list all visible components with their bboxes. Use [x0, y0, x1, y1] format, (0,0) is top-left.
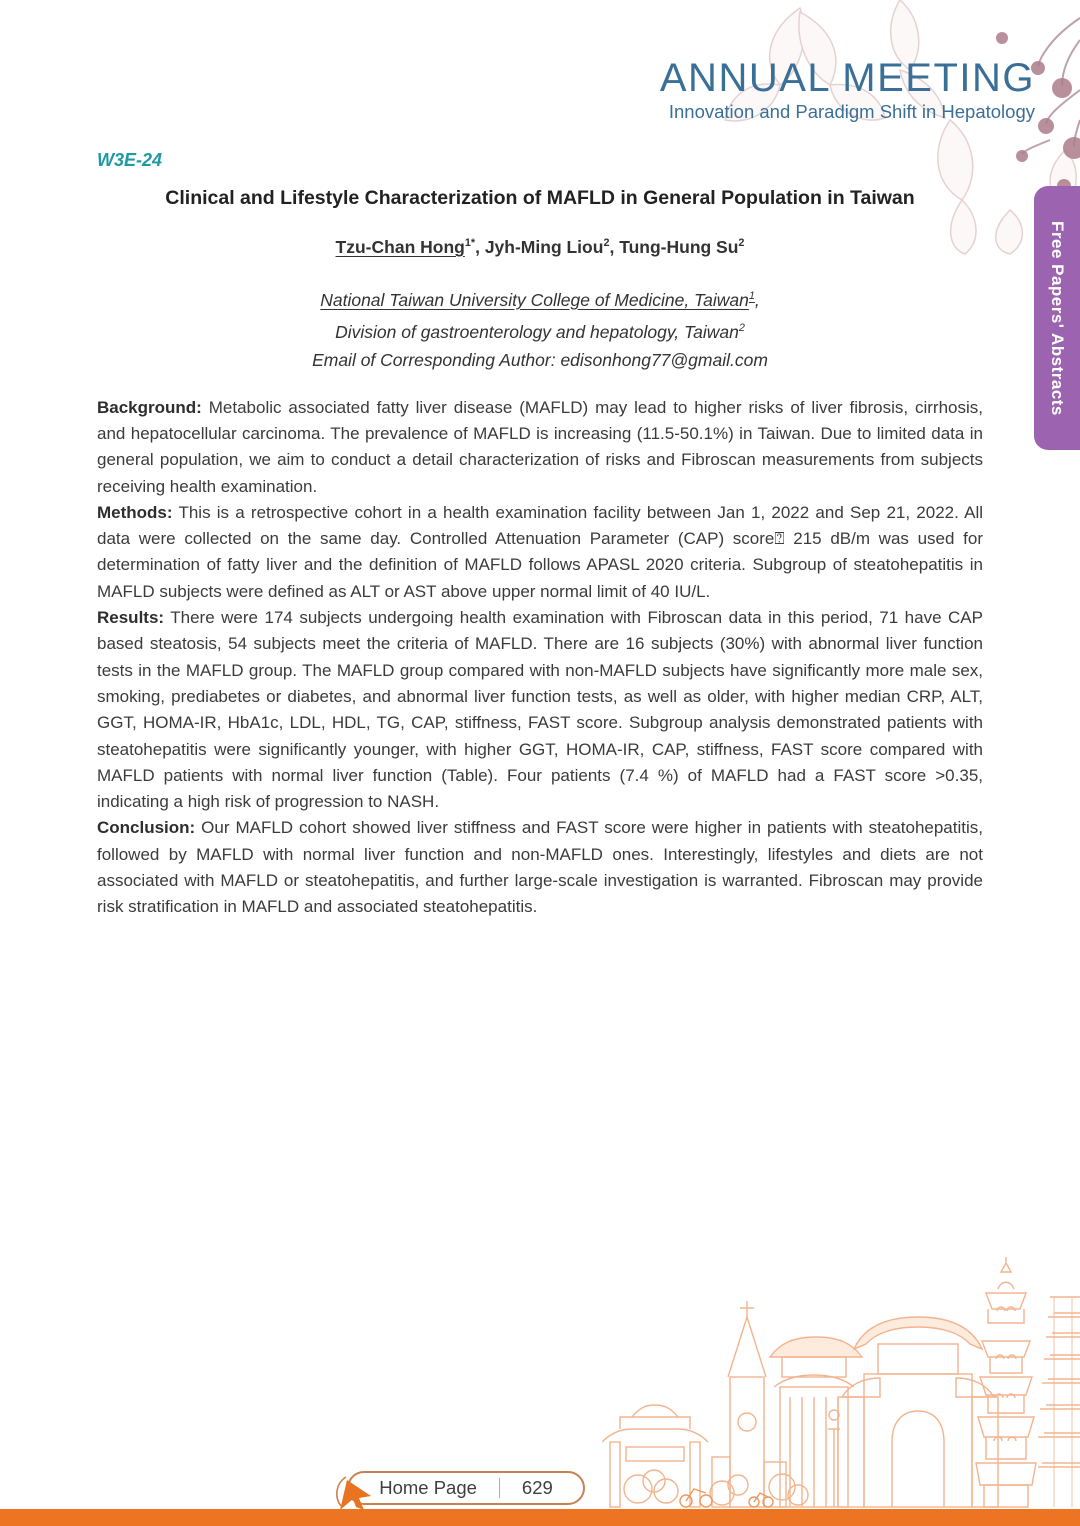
home-page-label: Home Page [379, 1477, 477, 1498]
background-body: Metabolic associated fatty liver disease (MAFLD) may lead to higher risks of liver fibrosis, cirrhosis, and hepatocellular carcinoma. The prevalence of MAFLD is increasing (11.5-50.1%) in Taiwan. Due to limited data in general population, we aim to conduct a detail characterization of risks and Fibroscan measurements from subjects receiving health examination. [97, 397, 983, 496]
results-label: Results: [97, 608, 165, 628]
affiliation-1-tail: , [754, 289, 760, 310]
side-tab-label: Free Papers' Abstracts [1048, 220, 1067, 416]
methods-paragraph [97, 500, 983, 605]
authors-line [97, 237, 983, 258]
cursor-arrow-icon [333, 1472, 377, 1516]
background-label: Background: [97, 397, 202, 417]
author-3-superscript: 2 [738, 237, 745, 250]
conclusion-label: Conclusion: [97, 818, 196, 838]
author-2-superscript: 2 [603, 237, 610, 250]
abstract-text [97, 395, 983, 921]
author-separator: , [475, 237, 485, 257]
home-page-button[interactable] [347, 1471, 585, 1505]
affiliation-2-text: Division of gastroenterology and hepatology, Taiwan [335, 321, 739, 342]
conference-tagline: Innovation and Paradigm Shift in Hepatology [668, 101, 1035, 122]
page-number: 629 [521, 1477, 553, 1498]
affiliation-2-superscript: 2 [738, 321, 745, 334]
author-2: Jyh-Ming Liou [484, 237, 604, 257]
author-1-superscript: 1* [464, 237, 476, 250]
side-tab-free-papers-abstracts[interactable] [1034, 186, 1080, 450]
conclusion-body: Our MAFLD cohort showed liver stiffness and FAST score were higher in patients with steatohepatitis, followed by MAFLD with normal liver function and non-MAFLD ones. Interestingly, lifestyles and diets are not associated with MAFLD or steatohepatitis, and further large-scale investigation is warranted. Fibroscan may provide risk stratification in MAFLD and associated steatohepatitis. [97, 818, 983, 917]
affiliation-1-superscript: 1 [748, 290, 755, 302]
background-paragraph [97, 395, 983, 500]
conclusion-paragraph [97, 815, 983, 920]
results-body: There were 174 subjects undergoing health examination with Fibroscan data in this period, 71 have CAP based steatosis, 54 subjects meet the criteria of MAFLD. There are 16 subjects (30%) with abnormal liver function tests in the MAFLD group. The MAFLD group compared with non-MAFLD subjects have significantly more male sex, smoking, prediabetes or diabetes, and abnormal liver function tests, as well as older, with higher median CRP, ALT, GGT, HOMA-IR, HbA1c, LDL, HDL, TG, CAP, stiffness, FAST score. Subgroup analysis demonstrated patients with steatohepatitis were significantly younger, with higher GGT, HOMA-IR, CAP, stiffness, FAST score compared with MAFLD patients with normal liver function (Table). Four patients (7.4 %) of MAFLD had a FAST score >0.35, indicating a high risk of progression to NASH. [97, 608, 983, 812]
affiliation-line-2 [97, 314, 983, 346]
affiliation-1-text: National Taiwan University College of Medicine, Taiwan [320, 289, 749, 310]
author-3: Tung-Hung Su [619, 237, 739, 257]
temple-skyline-art [602, 1257, 1080, 1509]
author-1: Tzu-Chan Hong [335, 237, 465, 257]
author-separator: , [609, 237, 620, 257]
affiliation-line-1 [97, 282, 983, 314]
footer-divider [499, 1478, 500, 1498]
corresponding-author-email: Email of Corresponding Author: edisonhong77@gmail.com [312, 349, 768, 370]
results-paragraph [97, 605, 983, 815]
conference-title: ANNUAL MEETING [659, 56, 1035, 100]
methods-body: This is a retrospective cohort in a health examination facility between Jan 1, 2022 and Sep 21, 2022. All data were collected on the same day. Controlled Attenuation Parameter (CAP) score⍰ 215 dB/m was used for determination of fatty liver and the definition of MAFLD follows APASL 2020 criteria. Subgroup of steatohepatitis in MAFLD subjects were defined as ALT or AST above upper normal limit of 40 IU/L. [97, 502, 983, 601]
bottom-accent-bar [0, 1509, 1080, 1526]
methods-label: Methods: [97, 502, 173, 522]
affiliations [97, 282, 983, 374]
paper-id: W3E-24 [97, 150, 163, 170]
paper-title: Clinical and Lifestyle Characterization of MAFLD in General Population in Taiwan [165, 187, 915, 209]
